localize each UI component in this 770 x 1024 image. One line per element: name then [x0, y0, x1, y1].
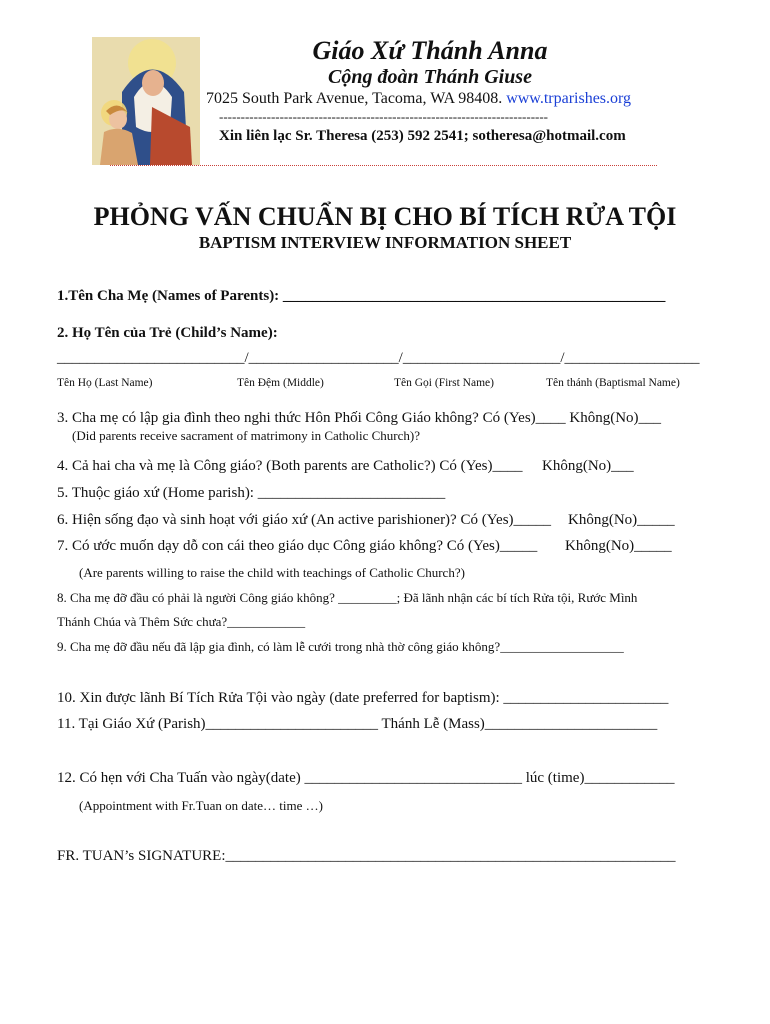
header-rule — [110, 165, 657, 166]
question-5-home-parish[interactable]: 5. Thuộc giáo xứ (Home parish): _________________________ — [57, 485, 446, 501]
question-8-godparents[interactable]: 8. Cha mẹ đỡ đầu có phải là người Công giáo không? _________; Đã lãnh nhận các bí tích Rửa tội, Rước Mình — [57, 590, 638, 605]
question-8-continued[interactable]: Thánh Chúa và Thêm Sức chưa?____________ — [57, 614, 306, 629]
question-4-no[interactable]: Không(No)___ — [542, 458, 634, 474]
question-12-appointment[interactable]: 12. Có hẹn với Cha Tuấn vào ngày(date) _____________________________ lúc (time)____________ — [57, 770, 675, 786]
page-subtitle: BAPTISM INTERVIEW INFORMATION SHEET — [198, 233, 572, 252]
page-title: PHỎNG VẤN CHUẨN BỊ CHO BÍ TÍCH RỬA TỘI — [93, 202, 677, 231]
question-9-godparents-married[interactable]: 9. Cha mẹ đỡ đầu nếu đã lập gia đình, có làm lễ cưới trong nhà thờ công giáo không?___________________ — [57, 639, 624, 654]
label-last-name: Tên Họ (Last Name) — [57, 377, 153, 389]
label-baptismal-name: Tên thánh (Baptismal Name) — [546, 377, 680, 389]
signature-line[interactable]: FR. TUAN’s SIGNATURE:____________________________________________________________ — [57, 848, 676, 864]
parish-name: Giáo Xứ Thánh Anna — [312, 36, 548, 65]
question-4-catholic[interactable]: 4. Cả hai cha và mẹ là Công giáo? (Both parents are Catholic?) Có (Yes)____ — [57, 458, 523, 474]
question-11-parish-mass[interactable]: 11. Tại Giáo Xứ (Parish)_______________________ Thánh Lễ (Mass)_______________________ — [57, 716, 658, 732]
question-7-education[interactable]: 7. Có ước muốn dạy dỗ con cái theo giáo dục Công giáo không? Có (Yes)_____ — [57, 538, 538, 554]
child-name-fields[interactable]: _________________________/____________________/_____________________/__________________ — [57, 350, 700, 366]
question-12-english: (Appointment with Fr.Tuan on date… time …) — [79, 798, 323, 813]
question-10-date[interactable]: 10. Xin được lãnh Bí Tích Rửa Tội vào ngày (date preferred for baptism): ______________________ — [57, 690, 669, 706]
address-line — [206, 90, 631, 108]
question-3-english: (Did parents receive sacrament of matrimony in Catholic Church)? — [72, 428, 420, 443]
label-first-name: Tên Gọi (First Name) — [394, 377, 494, 389]
question-child-name: 2. Họ Tên của Trẻ (Child’s Name): — [57, 325, 278, 341]
contact-line: Xin liên lạc Sr. Theresa (253) 592 2541; sotheresa@hotmail.com — [219, 128, 626, 144]
community-name: Cộng đoàn Thánh Giuse — [328, 66, 532, 88]
question-3-matrimony[interactable]: 3. Cha mẹ có lập gia đình theo nghi thức Hôn Phối Công Giáo không? Có (Yes)____ Không(No)___ — [57, 410, 662, 426]
question-7-english: (Are parents willing to raise the child with teachings of Catholic Church?) — [79, 565, 465, 580]
dashed-divider: ---------------------------------------------------------------------------- — [219, 109, 549, 124]
label-middle-name: Tên Đệm (Middle) — [237, 377, 324, 389]
question-6-active-parishioner[interactable]: 6. Hiện sống đạo và sinh hoạt với giáo xứ (An active parishioner)? Có (Yes)_____ — [57, 512, 552, 528]
question-6-no[interactable]: Không(No)_____ — [568, 512, 675, 528]
question-7-no[interactable]: Không(No)_____ — [565, 538, 672, 554]
website-link[interactable]: www.trparishes.org — [506, 90, 632, 107]
question-parents-names[interactable]: 1.Tên Cha Mẹ (Names of Parents): ___________________________________________________ — [57, 288, 666, 304]
address-text: 7025 South Park Avenue, Tacoma, WA 98408. — [206, 90, 503, 107]
